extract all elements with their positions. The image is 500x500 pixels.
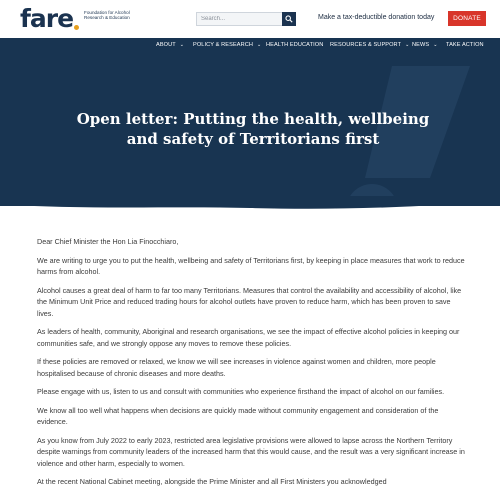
search-button[interactable]	[282, 12, 296, 26]
logo-subtitle: Foundation for Alcohol Research & Education	[84, 10, 130, 21]
fare-logo[interactable]	[20, 6, 132, 32]
search-icon	[285, 15, 293, 23]
logo-dot-icon	[74, 25, 79, 30]
nav-health-label: HEALTH EDUCATION	[266, 42, 324, 48]
chevron-down-icon: ⌄	[257, 42, 262, 48]
nav-news[interactable]	[412, 42, 437, 48]
letter-paragraph: If these policies are removed or relaxed, we know we will see increases in violence against women and children, more people hospitalised because of chronic diseases and more deaths.	[37, 357, 436, 378]
nav-take-action[interactable]	[446, 42, 484, 48]
letter-paragraph: Please engage with us, listen to us and consult with communities who experience firsthand the impact of alcohol on our families.	[37, 387, 445, 396]
nav-about-label: ABOUT	[156, 42, 176, 48]
top-bar	[0, 0, 500, 38]
chevron-down-icon: ⌄	[433, 42, 438, 48]
search-input[interactable]	[196, 12, 282, 26]
letter-paragraph: We are writing to urge you to put the health, wellbeing and safety of Territorians first, by keeping in place measures that work to reduce harms from alcohol.	[37, 255, 465, 276]
letter-body	[37, 236, 467, 495]
hero-wave-divider	[0, 196, 500, 212]
nav-health-education[interactable]	[266, 42, 323, 48]
chevron-down-icon: ⌄	[405, 42, 410, 48]
nav-policy-label: POLICY & RESEARCH	[193, 42, 254, 48]
donate-button[interactable]: DONATE	[448, 11, 486, 26]
letter-paragraph: At the recent National Cabinet meeting, alongside the Prime Minister and all First Ministers you acknowledged	[37, 477, 387, 486]
hero-banner	[0, 38, 500, 206]
nav-resources-support[interactable]	[330, 42, 409, 48]
letter-paragraph: Alcohol causes a great deal of harm to far too many Territorians. Measures that control the availability and accessibility of alcohol, like the Minimum Unit Price and reduced trading hours for alcohol outlets have proven to reduce harm, which has been proven to save lives.	[37, 285, 462, 318]
chevron-down-icon: ⌄	[179, 42, 185, 48]
letter-paragraph: As leaders of health, community, Aboriginal and research organisations, we see the impact of effective alcohol policies in keeping our communities safe, and we strongly oppose any moves to remove these policies.	[37, 327, 460, 348]
main-nav	[0, 42, 500, 54]
donate-link[interactable]: Make a tax-deductible donation today	[318, 14, 435, 21]
page-title-line-1: Open letter: Putting the health, wellbeing	[76, 110, 430, 128]
nav-take-action-label: TAKE ACTION	[446, 42, 484, 48]
search-form	[196, 12, 296, 26]
letter-paragraph: We know all too well what happens when decisions are quickly made without community engagement and consideration of the evidence.	[37, 405, 439, 426]
letter-paragraph: As you know from July 2022 to early 2023, restricted area legislative provisions were allowed to lapse across the Northern Territory despite warnings from community leaders of the increased harm that this would cause, and the result was a very significant increase in violence and other harm, especially to women.	[37, 435, 465, 468]
page-title	[60, 109, 446, 149]
nav-about[interactable]	[156, 42, 184, 48]
nav-news-label: NEWS	[412, 42, 430, 48]
letter-salutation: Dear Chief Minister the Hon Lia Finocchiaro,	[37, 237, 179, 246]
logo-wordmark: fare	[20, 4, 74, 33]
page-title-line-2: and safety of Territorians first	[126, 130, 380, 148]
nav-resources-label: RESOURCES & SUPPORT	[330, 42, 402, 48]
nav-policy-research[interactable]	[193, 42, 261, 48]
